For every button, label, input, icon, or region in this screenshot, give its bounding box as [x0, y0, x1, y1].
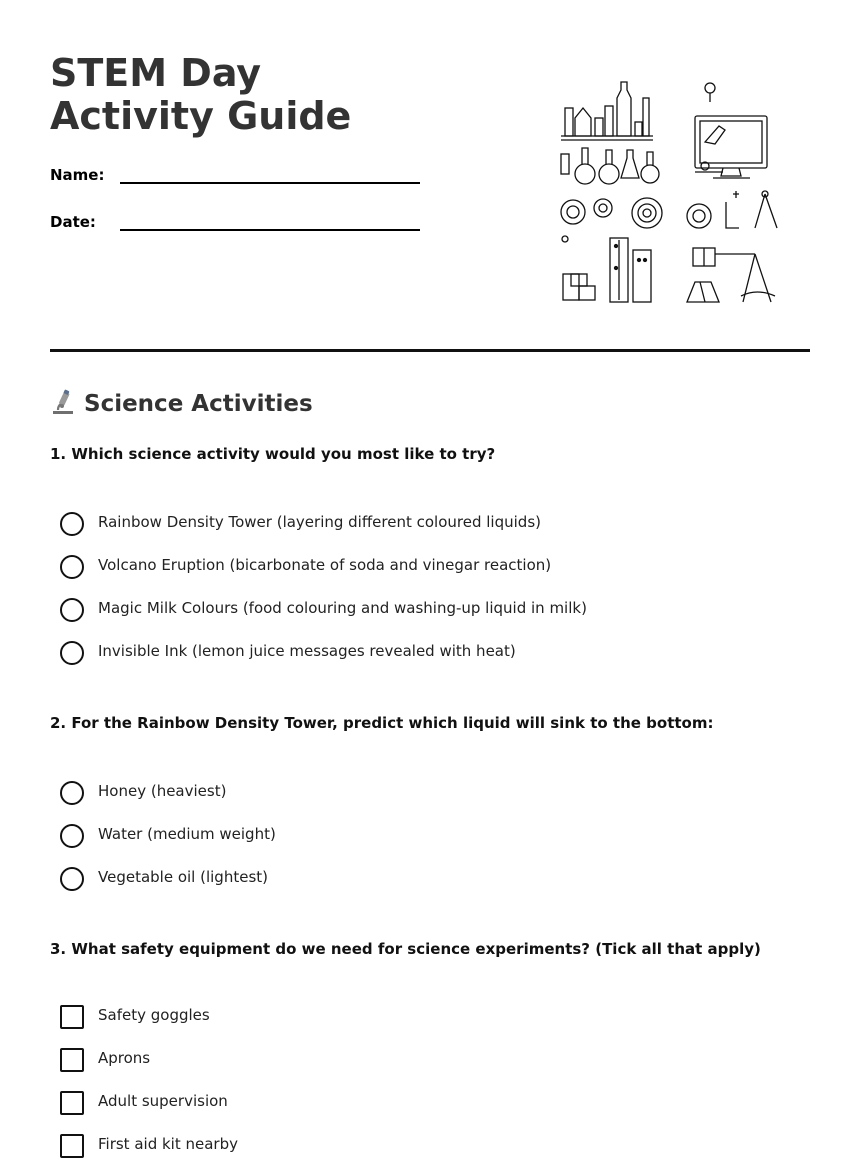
option-label: Honey (heaviest) — [98, 782, 227, 800]
q1-option-1[interactable] — [60, 512, 760, 538]
q2-option-3[interactable] — [60, 867, 760, 893]
name-field[interactable] — [50, 166, 430, 196]
option-label: Aprons — [98, 1049, 151, 1067]
radio-button[interactable] — [60, 598, 84, 622]
section-title: Science Activities — [84, 391, 313, 417]
q2-option-2[interactable] — [60, 824, 760, 850]
question-3: 3. What safety equipment do we need for science experiments? (Tick all that apply) — [50, 940, 761, 958]
option-label: Water (medium weight) — [98, 825, 276, 843]
q3-option-3[interactable] — [60, 1091, 760, 1117]
date-field[interactable] — [50, 213, 430, 243]
checkbox[interactable] — [60, 1091, 84, 1115]
radio-button[interactable] — [60, 867, 84, 891]
pyramid-easel-icon — [687, 248, 775, 302]
page-header — [50, 52, 810, 352]
radio-button[interactable] — [60, 641, 84, 665]
q3-option-4[interactable] — [60, 1134, 760, 1160]
option-label: Safety goggles — [98, 1006, 210, 1024]
question-1: 1. Which science activity would you most like to try? — [50, 445, 496, 463]
option-label: Vegetable oil (lightest) — [98, 868, 268, 886]
checkbox[interactable] — [60, 1005, 84, 1029]
radio-button[interactable] — [60, 555, 84, 579]
question-2: 2. For the Rainbow Density Tower, predict which liquid will sink to the bottom: — [50, 714, 714, 732]
name-label: Name: — [50, 166, 105, 184]
date-label: Date: — [50, 213, 96, 231]
header-divider — [50, 349, 810, 352]
q2-option-1[interactable] — [60, 781, 760, 807]
blocks-rulers-icon — [563, 238, 651, 302]
checkbox[interactable] — [60, 1134, 84, 1158]
radio-button[interactable] — [60, 824, 84, 848]
page-title: STEM Day Activity Guide — [50, 51, 352, 138]
computer-microscope-icon — [695, 83, 767, 178]
option-label: Rainbow Density Tower (layering different coloured liquids) — [98, 513, 541, 531]
gears-icon — [561, 198, 711, 242]
geometry-tools-icon — [726, 191, 777, 228]
q1-option-3[interactable] — [60, 598, 760, 624]
option-label: Magic Milk Colours (food colouring and washing-up liquid in milk) — [98, 599, 587, 617]
date-line[interactable] — [120, 229, 420, 231]
microscope-icon — [50, 389, 76, 424]
q3-option-1[interactable] — [60, 1005, 760, 1031]
checkbox[interactable] — [60, 1048, 84, 1072]
option-label: First aid kit nearby — [98, 1135, 238, 1153]
radio-button[interactable] — [60, 781, 84, 805]
q3-option-2[interactable] — [60, 1048, 760, 1074]
option-label: Invisible Ink (lemon juice messages revealed with heat) — [98, 642, 516, 660]
option-label: Volcano Eruption (bicarbonate of soda and vinegar reaction) — [98, 556, 552, 574]
flasks-icon — [561, 148, 659, 184]
lab-shelf-icon — [561, 82, 653, 140]
name-line[interactable] — [120, 182, 420, 184]
radio-button[interactable] — [60, 512, 84, 536]
q1-option-4[interactable] — [60, 641, 760, 667]
stem-illustration — [555, 78, 785, 308]
q1-option-2[interactable] — [60, 555, 760, 581]
section-heading — [50, 388, 313, 424]
option-label: Adult supervision — [98, 1092, 228, 1110]
